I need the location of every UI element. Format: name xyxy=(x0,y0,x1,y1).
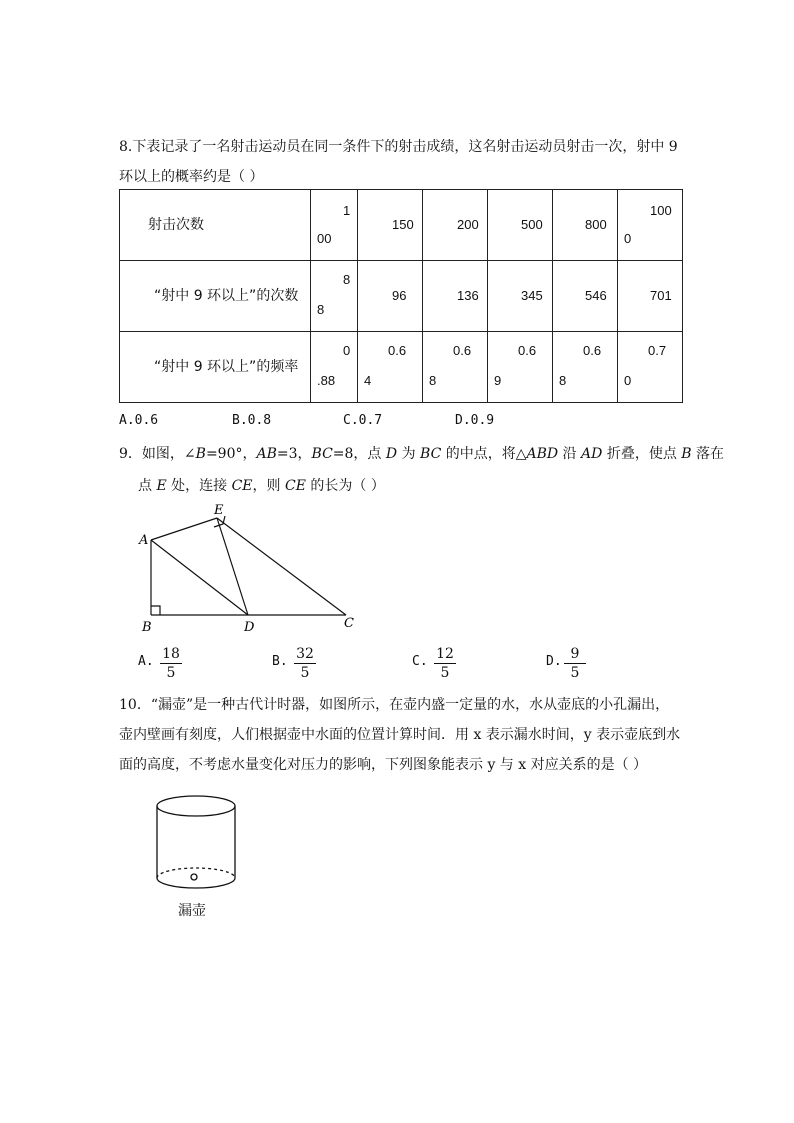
row-label-hits: “射中 9 环以上”的次数 xyxy=(154,288,299,304)
water-clock-figure xyxy=(150,790,242,895)
shooting-table xyxy=(119,189,683,403)
point-label-c: C xyxy=(344,616,354,631)
point-label-e: E xyxy=(214,503,224,518)
point-label-d: D xyxy=(244,620,255,635)
point-label-b: B xyxy=(142,620,152,635)
table-row: 射击次数 1 00 150 200 500 800 100 0 xyxy=(120,190,683,261)
clock-top-rim xyxy=(157,796,235,816)
q9-option-d: D. xyxy=(546,654,562,669)
clock-bottom-back xyxy=(157,868,235,878)
q9-option-b: B. xyxy=(272,654,288,669)
q9-line1: 9．如图，∠B=90°，AB=3，BC=8，点 D 为 BC 的中点，将△ABD 沿 AD 折叠，使点 B 落在 xyxy=(119,446,725,462)
q9-option-b-fraction: $\frac{32}{5}$ xyxy=(294,646,316,681)
q8-option-c: C.0.7 xyxy=(343,413,383,428)
row-label-shots: 射击次数 xyxy=(148,217,204,233)
q9-option-c: C. xyxy=(412,654,428,669)
q8-option-a: A.0.6 xyxy=(119,413,159,428)
q8-option-b: B.0.8 xyxy=(232,413,272,428)
q8-line1: 8.下表记录了一名射击运动员在同一条件下的射击成绩，这名射击运动员射击一次，射中 9 xyxy=(119,139,678,155)
table-row: “射中 9 环以上”的次数 8 8 96 136 345 546 701 xyxy=(120,261,683,332)
water-clock-caption: 漏壶 xyxy=(178,903,206,919)
q9-geometry-figure xyxy=(130,500,370,640)
q10-line2: 壶内壁画有刻度，人们根据壶中水面的位置计算时间．用 x 表示漏水时间，y 表示壶底到水 xyxy=(119,727,681,743)
leak-hole-icon xyxy=(191,874,197,880)
segment-ad xyxy=(151,540,248,615)
q9-option-c-fraction: $\frac{12}{5}$ xyxy=(434,646,456,681)
q10-line1: 10．“漏壶”是一种古代计时器，如图所示，在壶内盛一定量的水，水从壶底的小孔漏出， xyxy=(119,697,670,713)
segment-ed xyxy=(217,518,248,615)
q9-option-d-fraction: $\frac{9}{5}$ xyxy=(564,646,586,681)
row-label-frequency: “射中 9 环以上”的频率 xyxy=(154,359,299,375)
q9-line2: 点 E 处，连接 CE，则 CE 的长为（ ） xyxy=(138,478,385,494)
segment-ec xyxy=(217,518,346,615)
q8-option-d: D.0.9 xyxy=(455,413,495,428)
right-angle-b xyxy=(151,606,160,615)
table-row: “射中 9 环以上”的频率 0 .88 0.6 4 0.6 8 0.6 9 0.6 8 0.7 0 xyxy=(120,332,683,403)
point-label-a: A xyxy=(139,533,149,548)
q8-line2: 环以上的概率约是（ ） xyxy=(119,169,264,185)
q9-option-a-fraction: $\frac{18}{5}$ xyxy=(160,646,182,681)
q10-line3: 面的高度，不考虑水量变化对压力的影响，下列图象能表示 y 与 x 对应关系的是（ ） xyxy=(119,757,648,773)
q9-option-a: A. xyxy=(138,654,154,669)
segment-ae xyxy=(151,518,217,540)
